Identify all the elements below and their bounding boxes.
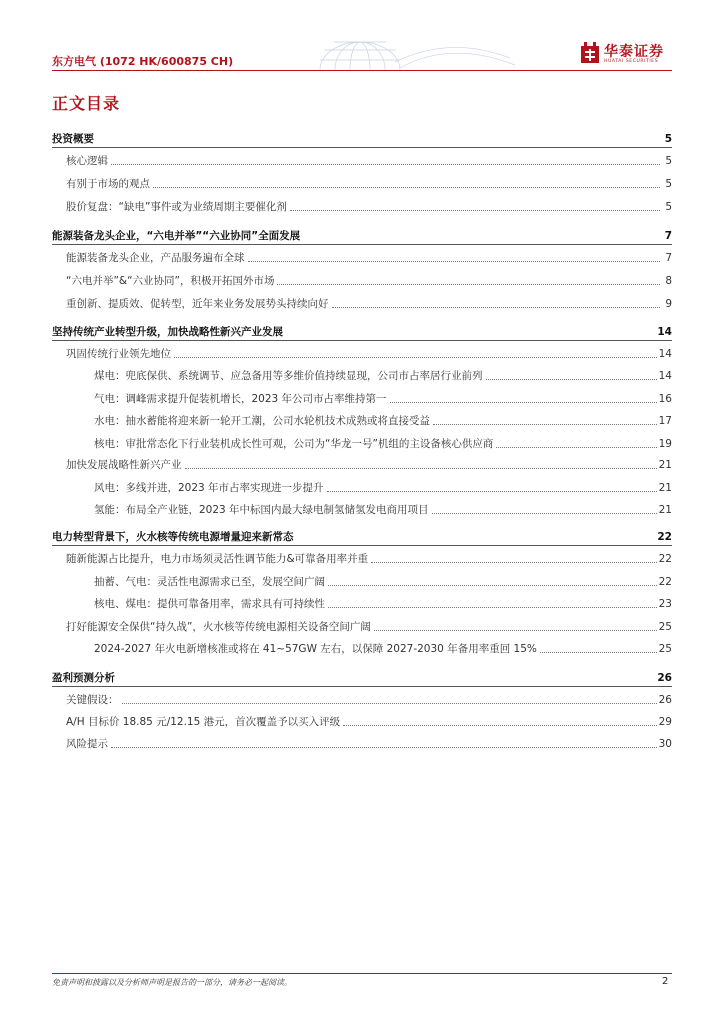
toc-dot-leader xyxy=(486,378,657,380)
toc-dot-leader xyxy=(111,163,660,165)
toc-entry-page: 5 xyxy=(665,155,672,167)
toc-entry-page: 8 xyxy=(665,275,672,287)
toc-entry-page: 21 xyxy=(658,482,672,494)
toc-entry-text: 核电、煤电：提供可靠备用率，需求具有可持续性 xyxy=(94,598,325,610)
toc-dot-leader xyxy=(332,306,661,308)
toc-entry-level2[interactable] xyxy=(52,175,672,191)
toc-dot-leader xyxy=(374,629,657,631)
toc-entry-level1[interactable] xyxy=(52,669,672,685)
toc-entry-page: 14 xyxy=(658,370,672,382)
toc-dot-leader xyxy=(122,702,657,704)
footer-divider xyxy=(52,973,672,974)
huatai-logo xyxy=(580,42,675,68)
toc-entry-level2[interactable] xyxy=(52,456,672,472)
footer-disclaimer: 免责声明和披露以及分析师声明是报告的一部分，请务必一起阅读。 xyxy=(52,978,292,987)
toc-entry-level2[interactable] xyxy=(52,735,672,751)
toc-entry-text: 盈利预测分析 xyxy=(52,672,115,684)
toc-entry-page: 25 xyxy=(658,643,672,655)
page-header xyxy=(0,0,724,78)
toc-entry-text: 坚持传统产业转型升级，加快战略性新兴产业发展 xyxy=(52,326,283,338)
toc-entry-page: 23 xyxy=(658,598,672,610)
toc-entry-level3[interactable] xyxy=(52,412,672,428)
toc-entry-text: 股价复盘：“缺电”事件或为业绩周期主要催化剂 xyxy=(66,201,287,213)
toc-entry-level3[interactable] xyxy=(52,435,672,451)
toc-entry-page: 19 xyxy=(658,438,672,450)
toc-entry-page: 5 xyxy=(665,178,672,190)
toc-entry-page: 9 xyxy=(665,298,672,310)
toc-entry-text: 投资概要 xyxy=(52,133,94,145)
toc-dot-leader xyxy=(185,467,657,469)
toc-entry-level3[interactable] xyxy=(52,367,672,383)
toc-entry-level3[interactable] xyxy=(52,640,672,656)
toc-entry-text: 关键假设： xyxy=(66,694,119,706)
toc-entry-level3[interactable] xyxy=(52,573,672,589)
toc-dot-leader xyxy=(303,239,660,240)
toc-dot-leader xyxy=(432,512,657,514)
toc-entry-level2[interactable] xyxy=(52,618,672,634)
toc-dot-leader xyxy=(327,490,657,492)
toc-heading: 正文目录 xyxy=(52,94,121,113)
toc-entry-level1[interactable] xyxy=(52,528,672,544)
toc-dot-leader xyxy=(297,540,656,541)
toc-entry-level1[interactable] xyxy=(52,323,672,339)
huatai-logo-icon xyxy=(580,42,600,64)
toc-entry-page: 14 xyxy=(657,326,672,338)
toc-dot-leader xyxy=(390,401,657,403)
toc-entry-page: 22 xyxy=(658,553,672,565)
toc-dot-leader xyxy=(433,423,657,425)
toc-entry-text: A/H 目标价 18.85 元/12.15 港元，首次覆盖予以买入评级 xyxy=(66,716,341,728)
toc-entry-page: 5 xyxy=(664,133,672,145)
toc-dot-leader xyxy=(343,724,657,726)
toc-dot-leader xyxy=(496,446,656,448)
toc-entry-level2[interactable] xyxy=(52,249,672,265)
toc-entry-level2[interactable] xyxy=(52,198,672,214)
toc-dot-leader xyxy=(328,606,657,608)
toc-entry-level2[interactable] xyxy=(52,152,672,168)
toc-entry-text: 加快发展战略性新兴产业 xyxy=(66,459,182,471)
toc-dot-leader xyxy=(153,186,660,188)
toc-entry-level2[interactable] xyxy=(52,295,672,311)
toc-entry-text: 抽蓄、气电：灵活性电源需求已至，发展空间广阔 xyxy=(94,576,325,588)
toc-entry-level1[interactable] xyxy=(52,227,672,243)
toc-dot-leader xyxy=(248,260,661,262)
toc-entry-page: 21 xyxy=(658,459,672,471)
toc-dot-leader xyxy=(286,335,655,336)
toc-entry-level3[interactable] xyxy=(52,390,672,406)
toc-entry-text: 电力转型背景下，火水核等传统电源增量迎来新常态 xyxy=(52,531,294,543)
toc-entry-text: 煤电：兜底保供、系统调节、应急备用等多维价值持续显现，公司市占率居行业前列 xyxy=(94,370,483,382)
toc-entry-text: 氢能：布局全产业链，2023 年中标国内最大绿电制氢储氢发电商用项目 xyxy=(94,504,429,516)
toc-entry-text: 随新能源占比提升，电力市场须灵活性调节能力&可靠备用率并重 xyxy=(66,553,369,565)
toc-entry-level2[interactable] xyxy=(52,272,672,288)
toc-entry-page: 30 xyxy=(658,738,672,750)
toc-entry-text: 打好能源安全保供“持久战”，火水核等传统电源相关设备空间广阔 xyxy=(66,621,371,633)
toc-entry-text: 气电：调峰需求提升促装机增长，2023 年公司市占率维持第一 xyxy=(94,393,387,405)
toc-entry-text: 2024-2027 年火电新增核准或将在 41~57GW 左右，以保障 2027-2030 年备用率重回 15% xyxy=(94,643,537,655)
logo-chinese-name: 华泰证券 xyxy=(604,44,664,60)
report-title: 东方电气 (1072 HK/600875 CH) xyxy=(52,55,234,68)
toc-entry-level2[interactable] xyxy=(52,550,672,566)
toc-dot-leader xyxy=(328,584,657,586)
toc-dot-leader xyxy=(111,746,657,748)
toc-entry-page: 29 xyxy=(658,716,672,728)
toc-entry-page: 26 xyxy=(658,694,672,706)
toc-entry-text: 核心逻辑 xyxy=(66,155,108,167)
toc-dot-leader xyxy=(97,142,660,143)
toc-dot-leader xyxy=(290,209,660,211)
toc-dot-leader xyxy=(277,283,660,285)
toc-entry-level1[interactable] xyxy=(52,130,672,146)
toc-entry-page: 22 xyxy=(658,576,672,588)
toc-entry-page: 16 xyxy=(658,393,672,405)
toc-entry-page: 14 xyxy=(658,348,672,360)
toc-entry-page: 7 xyxy=(665,252,672,264)
toc-dot-leader xyxy=(118,681,655,682)
toc-entry-page: 7 xyxy=(664,230,672,242)
toc-entry-text: 风电：多线并进，2023 年市占率实现进一步提升 xyxy=(94,482,324,494)
logo-english-name: HUATAI SECURITIES xyxy=(604,59,659,64)
toc-entry-text: 水电：抽水蓄能将迎来新一轮开工潮，公司水轮机技术成熟或将直接受益 xyxy=(94,415,430,427)
toc-entry-text: 核电：审批常态化下行业装机成长性可观，公司为“华龙一号”机组的主设备核心供应商 xyxy=(94,438,494,450)
toc-entry-page: 26 xyxy=(657,672,672,684)
toc-entry-text: 风险提示 xyxy=(66,738,108,750)
toc-entry-level3[interactable] xyxy=(52,595,672,611)
toc-entry-page: 21 xyxy=(658,504,672,516)
page-number: 2 xyxy=(662,976,669,987)
toc-entry-text: 能源装备龙头企业，产品服务遍布全球 xyxy=(66,252,245,264)
toc-entry-page: 17 xyxy=(658,415,672,427)
toc-entry-page: 25 xyxy=(658,621,672,633)
header-globe-decoration xyxy=(300,30,520,70)
toc-entry-level3[interactable] xyxy=(52,501,672,517)
toc-entry-text: 巩固传统行业领先地位 xyxy=(66,348,171,360)
toc-entry-text: 有别于市场的观点 xyxy=(66,178,150,190)
toc-entry-level3[interactable] xyxy=(52,479,672,495)
toc-entry-level2[interactable] xyxy=(52,691,672,707)
toc-entry-text: 能源装备龙头企业，“六电并举”“六业协同”全面发展 xyxy=(52,230,301,242)
toc-dot-leader xyxy=(540,651,657,653)
toc-entry-text: “六电并举”&“六业协同”，积极开拓国外市场 xyxy=(66,275,275,287)
header-divider xyxy=(52,70,672,71)
toc-entry-page: 22 xyxy=(657,531,672,543)
toc-dot-leader xyxy=(371,561,656,563)
toc-entry-page: 5 xyxy=(665,201,672,213)
toc-entry-text: 重创新、提质效、促转型，近年来业务发展势头持续向好 xyxy=(66,298,329,310)
toc-entry-level2[interactable] xyxy=(52,345,672,361)
toc-entry-level2[interactable] xyxy=(52,713,672,729)
toc-dot-leader xyxy=(174,356,657,358)
